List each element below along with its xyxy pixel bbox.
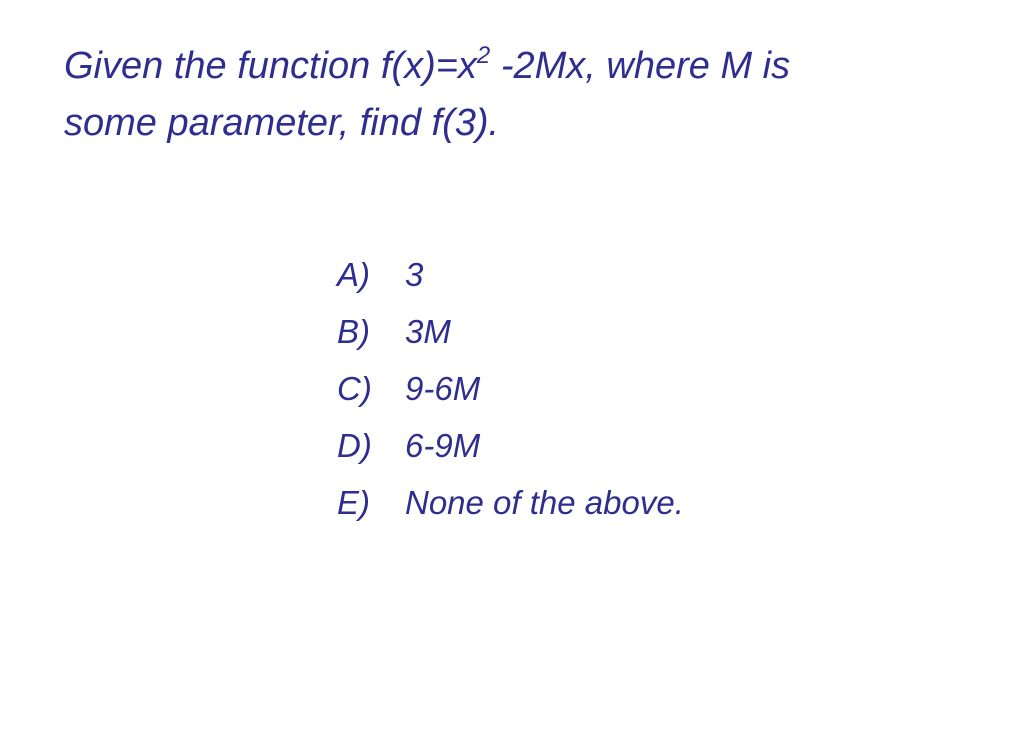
exponent: 2 [476,42,491,69]
option-a[interactable] [337,246,684,303]
option-c[interactable] [337,360,684,417]
question-prefix: Given the function f(x)=x [64,45,477,87]
option-d[interactable] [337,417,684,474]
option-letter: C) [337,370,372,407]
option-text: None of the above. [405,484,684,521]
option-text: 3 [405,256,424,293]
answer-options [337,246,684,531]
option-text: 3M [405,313,451,350]
question-line-2: some parameter, find f(3). [64,102,500,144]
option-text: 6-9M [405,427,481,464]
option-text: 9-6M [405,370,481,407]
option-letter: E) [337,484,370,521]
question-text [64,38,964,152]
question-suffix: -2Mx, where M is [490,45,791,87]
option-b[interactable] [337,303,684,360]
option-e[interactable] [337,474,684,531]
option-letter: A) [337,256,370,293]
option-letter: D) [337,427,372,464]
option-letter: B) [337,313,370,350]
